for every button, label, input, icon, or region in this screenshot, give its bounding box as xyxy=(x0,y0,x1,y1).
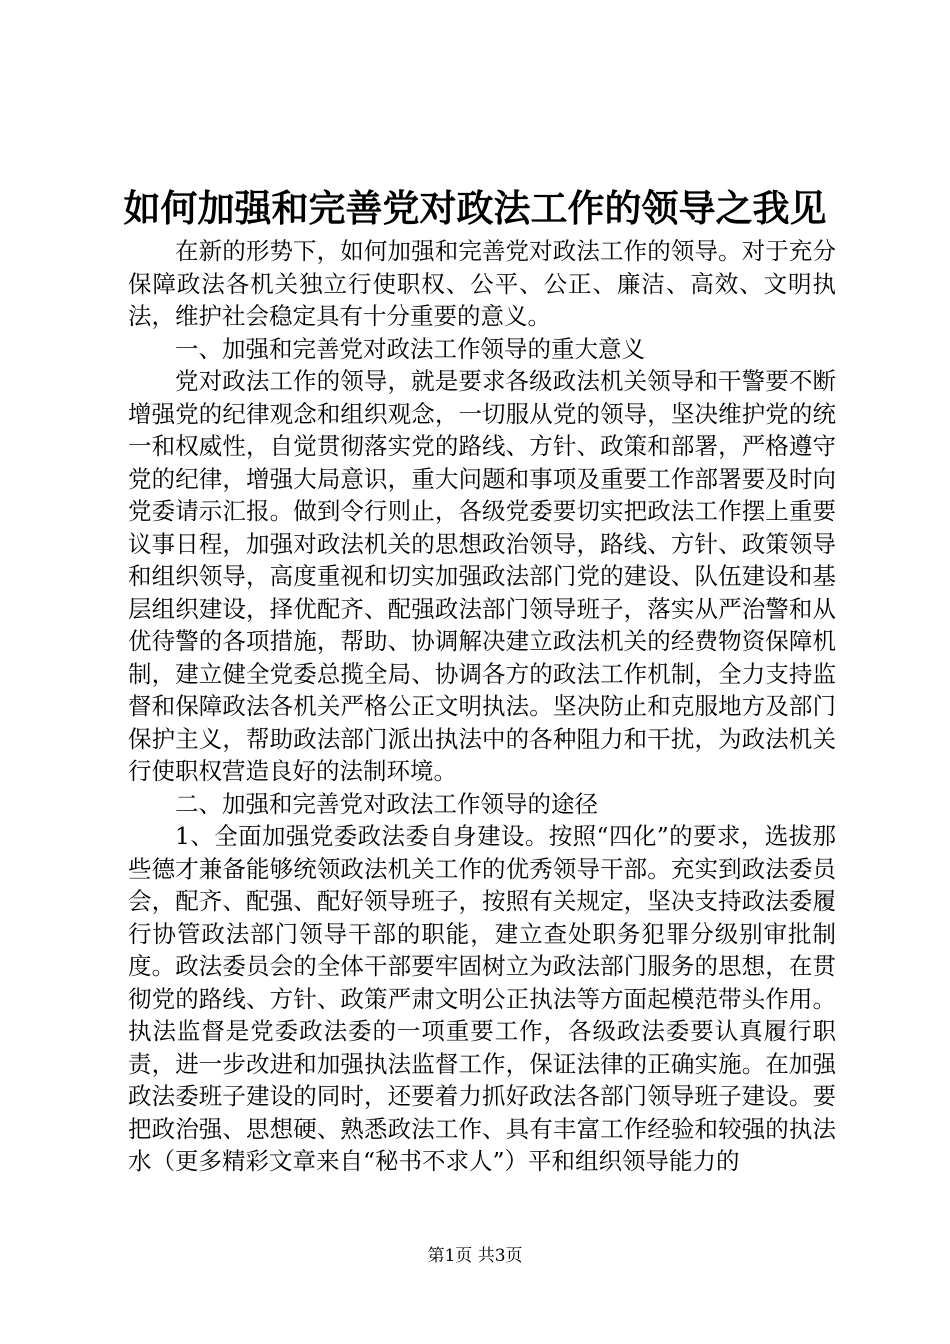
paragraph-intro: 在新的形势下，如何加强和完善党对政法工作的领导。对于充分保障政法各机关独立行使职权、公平、公正、廉洁、高效、文明执法，维护社会稳定具有十分重要的意义。 xyxy=(128,237,836,330)
document-body xyxy=(128,235,836,1178)
paragraph-approach-1: 1、全面加强党委政法委自身建设。按照“四化”的要求，选拔那些德才兼备能够统领政法机关工作的优秀领导干部。充实到政法委员会，配齐、配强、配好领导班子，按照有关规定，坚决支持政法委履行协管政法部门领导干部的职能，建立查处职务犯罪分级别审批制度。政法委员会的全体干部要牢固树立为政法部门服务的思想，在贯彻党的路线、方针、政策严肃文明公正执法等方面起模范带头作用。执法监督是党委政法委的一项重要工作，各级政法委要认真履行职责，进一步改进和加强执法监督工作，保证法律的正确实施。在加强政法委班子建设的同时，还要着力抓好政法各部门领导班子建设。要把政治强、思想硬、熟悉政法工作、具有丰富工作经验和较强的执法水（更多精彩文章来自“秘书不求人”）平和组织领导能力的 xyxy=(128,822,836,1175)
section-heading-2: 二、加强和完善党对政法工作领导的途径 xyxy=(175,789,598,818)
page-footer: 第1页 共3页 xyxy=(427,1246,523,1266)
paragraph-significance: 党对政法工作的领导，就是要求各级政法机关领导和干警要不断增强党的纪律观念和组织观念，一切服从党的领导，坚决维护党的统一和权威性，自觉贯彻落实党的路线、方针、政策和部署，严格遵守党的纪律，增强大局意识，重大问题和事项及重要工作部署要及时向党委请示汇报。做到令行则止，各级党委要切实把政法工作摆上重要议事日程，加强对政法机关的思想政治领导，路线、方针、政策领导和组织领导，高度重视和切实加强政法部门党的建设、队伍建设和基层组织建设，择优配齐、配强政法部门领导班子，落实从严治警和从优待警的各项措施，帮助、协调解决建立政法机关的经费物资保障机制，建立健全党委总揽全局、协调各方的政法工作机制，全力支持监督和保障政法各机关严格公正文明执法。坚决防止和克服地方及部门保护主义，帮助政法部门派出执法中的各种阻力和干扰，为政法机关行使职权营造良好的法制环境。 xyxy=(128,367,836,785)
document-title: 如何加强和完善党对政法工作的领导之我见 xyxy=(123,186,827,230)
section-heading-1: 一、加强和完善党对政法工作领导的重大意义 xyxy=(175,334,645,363)
